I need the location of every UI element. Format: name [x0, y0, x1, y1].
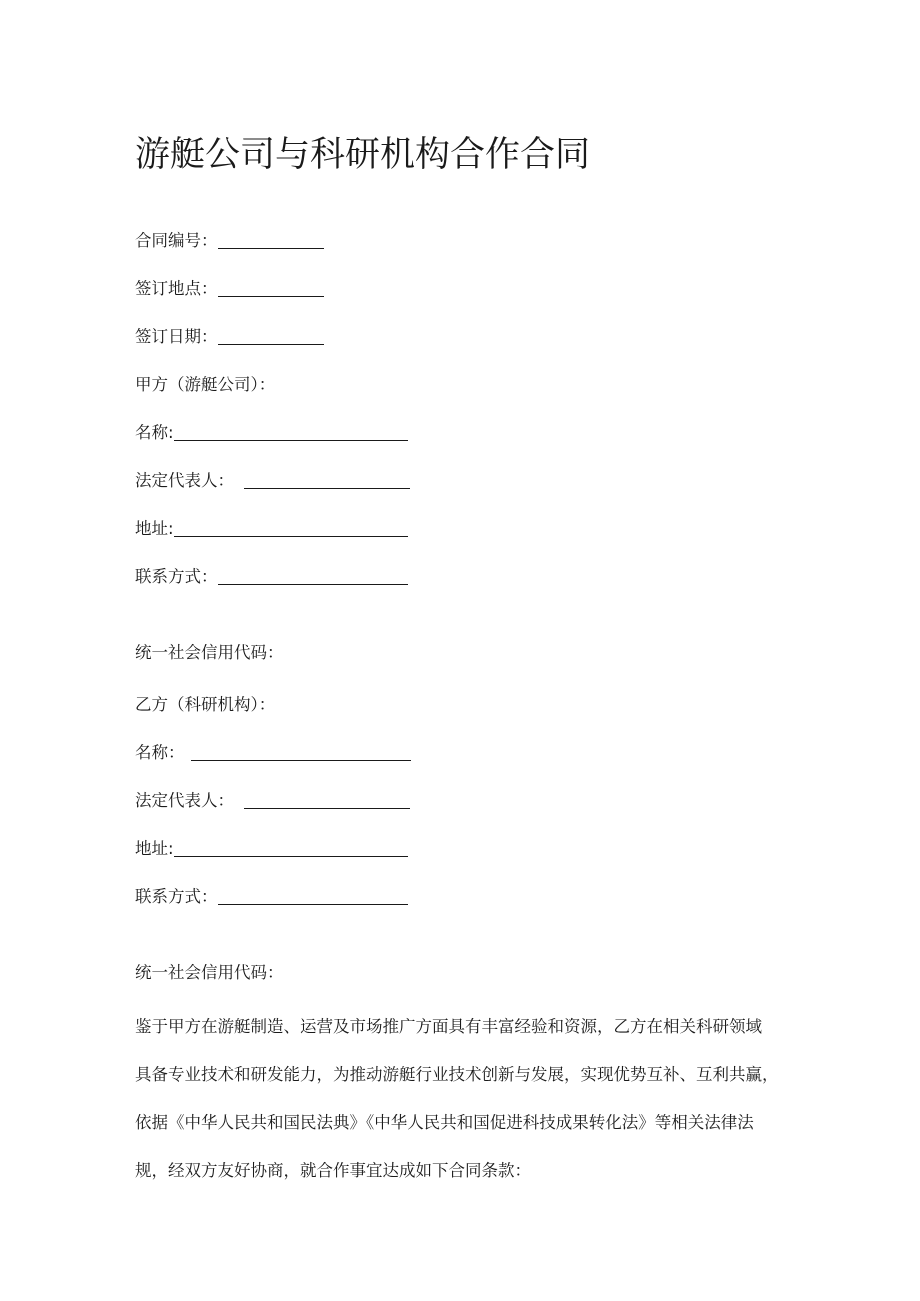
party-b-heading: 乙方（科研机构）：	[135, 695, 276, 714]
party-a-name-label: 名称:	[135, 423, 174, 442]
party-b-credit-code: 统一社会信用代码：	[135, 963, 284, 982]
party-a-credit-code: 统一社会信用代码：	[135, 643, 284, 662]
sign-place-blank[interactable]	[218, 280, 324, 297]
party-b-name-field	[135, 742, 411, 764]
party-a-name-field	[135, 422, 408, 444]
preamble-line-1: 鉴于甲方在游艇制造、运营及市场推广方面具有丰富经验和资源，乙方在相关科研领域	[135, 1017, 762, 1036]
contract-no-field	[135, 230, 324, 252]
party-a-contact-blank[interactable]	[218, 568, 408, 585]
sign-date-blank[interactable]	[218, 328, 324, 345]
sign-place-field	[135, 278, 324, 300]
party-a-contact-label: 联系方式：	[135, 567, 218, 586]
party-a-address-field	[135, 518, 408, 540]
party-a-heading: 甲方（游艇公司）：	[135, 375, 276, 394]
preamble-line-2: 具备专业技术和研发能力，为推动游艇行业技术创新与发展，实现优势互补、互利共赢，	[135, 1065, 779, 1084]
sign-date-label: 签订日期：	[135, 327, 218, 346]
party-b-address-field	[135, 838, 408, 860]
party-b-name-blank[interactable]	[191, 744, 411, 761]
contract-no-label: 合同编号：	[135, 231, 218, 250]
party-b-address-label: 地址:	[135, 839, 174, 858]
party-b-contact-blank[interactable]	[218, 888, 408, 905]
party-b-contact-field	[135, 886, 408, 908]
party-a-legal-rep-label: 法定代表人：	[135, 471, 234, 490]
party-a-contact-field	[135, 566, 408, 588]
party-b-name-label: 名称：	[135, 743, 185, 762]
document-title: 游艇公司与科研机构合作合同	[135, 135, 591, 175]
preamble-line-3: 依据《中华人民共和国民法典》《中华人民共和国促进科技成果转化法》等相关法律法	[135, 1113, 754, 1132]
party-a-legal-rep-field	[135, 470, 410, 492]
sign-place-label: 签订地点：	[135, 279, 218, 298]
party-b-contact-label: 联系方式：	[135, 887, 218, 906]
preamble-line-4: 规，经双方友好协商，就合作事宜达成如下合同条款：	[135, 1161, 531, 1180]
sign-date-field	[135, 326, 324, 348]
party-a-address-label: 地址:	[135, 519, 174, 538]
party-a-address-blank[interactable]	[174, 520, 408, 537]
party-a-legal-rep-blank[interactable]	[244, 472, 410, 489]
party-b-legal-rep-field	[135, 790, 410, 812]
party-b-address-blank[interactable]	[174, 840, 408, 857]
party-a-name-blank[interactable]	[174, 424, 408, 441]
contract-no-blank[interactable]	[218, 232, 324, 249]
party-b-legal-rep-label: 法定代表人：	[135, 791, 234, 810]
party-b-legal-rep-blank[interactable]	[244, 792, 410, 809]
